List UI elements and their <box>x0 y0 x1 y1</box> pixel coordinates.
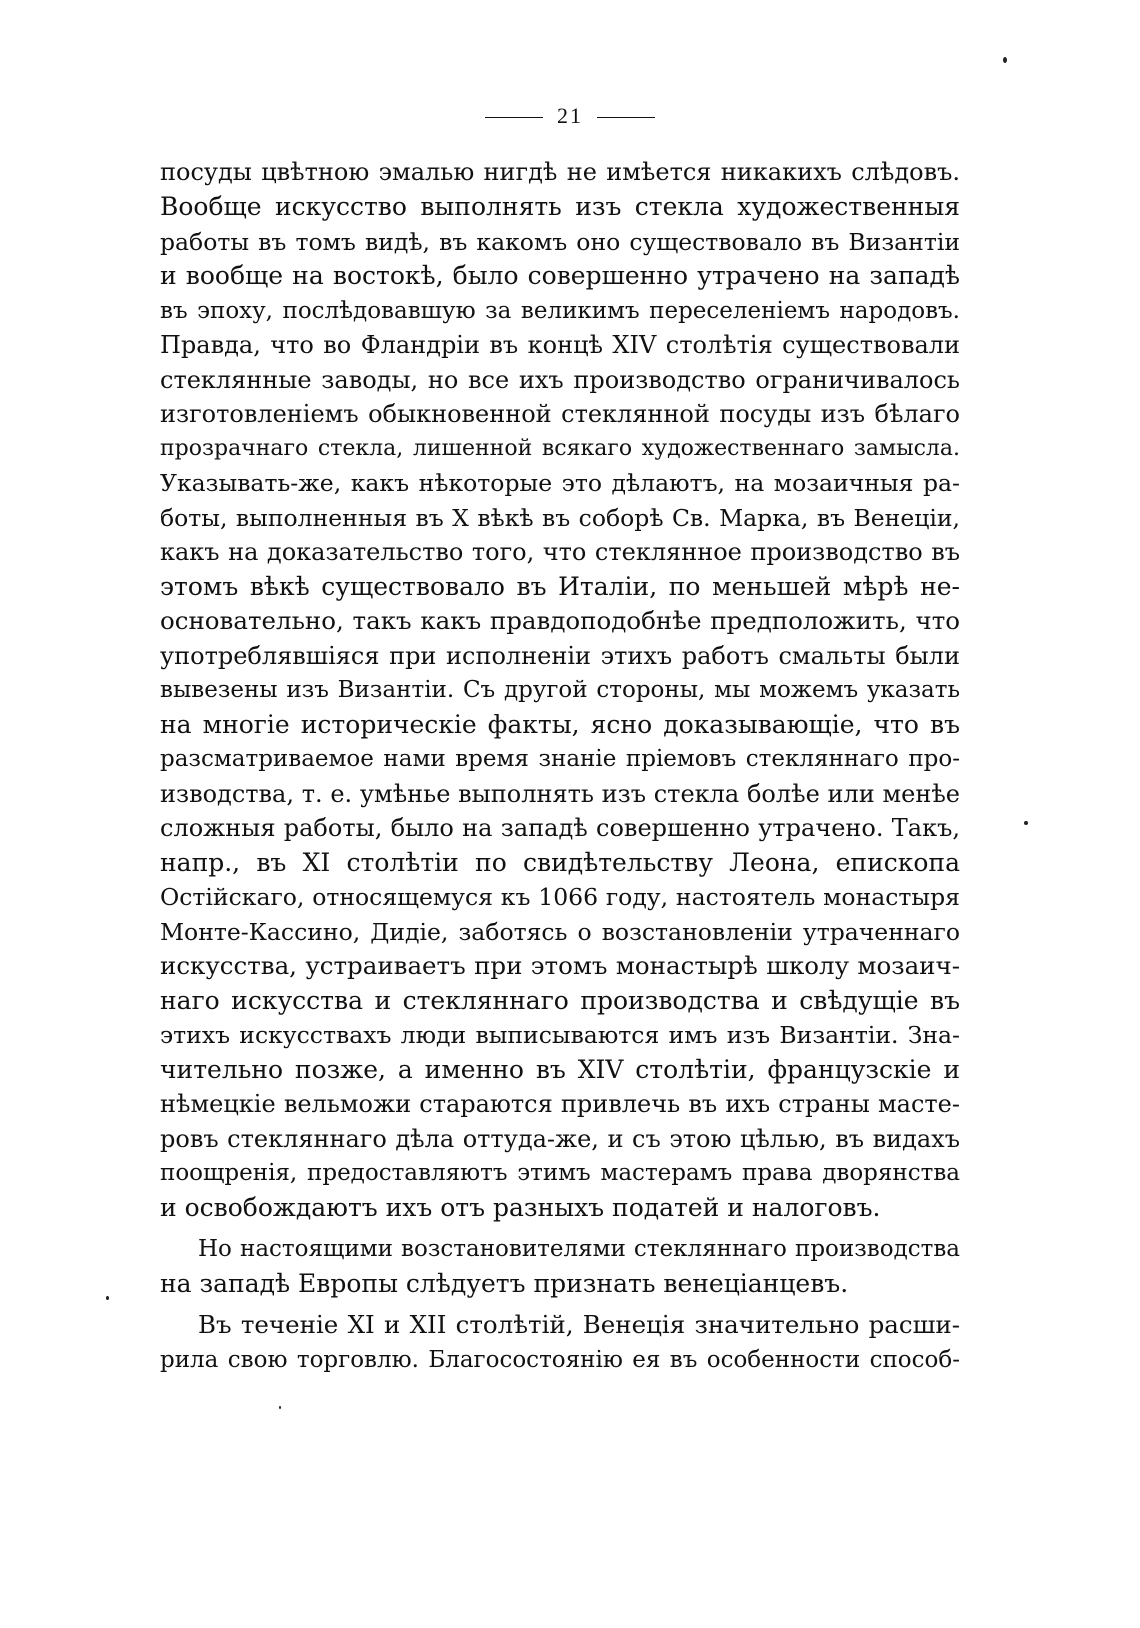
text-line: напр., въ XI столѣтіи по свидѣтельству Леона, епископа <box>160 848 960 877</box>
text-line: поощренія, предоставляютъ этимъ мастерамъ права дворянства <box>160 1160 960 1186</box>
text-line: Въ теченіе XI и XII столѣтій, Венеція значительно расши- <box>198 1310 960 1339</box>
scan-speck <box>1024 821 1028 825</box>
header-rule-right <box>597 117 655 118</box>
header-rule-left <box>485 117 543 118</box>
text-line: основательно, такъ какъ правдоподобнѣе предположить, что <box>160 606 960 635</box>
scan-speck <box>106 1296 109 1300</box>
text-line: Монте-Кассино, Дидіе, заботясь о возстановленіи утраченнаго <box>160 918 960 946</box>
text-line: на многіе историческіе факты, ясно доказывающіе, что въ <box>160 710 960 739</box>
text-line: стеклянные заводы, но все ихъ производство ограничивалось <box>160 366 960 394</box>
text-line: этомъ вѣкѣ существовало въ Италіи, по меньшей мѣрѣ не- <box>160 572 960 601</box>
text-line: чительно позже, а именно въ XIV столѣтіи, французскіе и <box>160 1055 960 1084</box>
text-line: употреблявшіяся при исполненіи этихъ работъ смальты были <box>160 642 960 670</box>
page-number: 21 <box>557 103 583 128</box>
text-line: изводства, т. е. умѣнье выполнять изъ стекла болѣе или менѣе <box>160 780 960 808</box>
text-line: сложныя работы, было на западѣ совершенно утрачено. Такъ, <box>160 814 960 842</box>
text-line: этихъ искусствахъ люди выписываются имъ изъ Византіи. Зна- <box>160 1021 960 1049</box>
text-line: рила свою торговлю. Благосостоянію ея въ особенности способ- <box>160 1347 960 1373</box>
text-line: боты, выполненныя въ X вѣкѣ въ соборѣ Св. Марка, въ Венеціи, <box>160 504 960 532</box>
text-line: и вообще на востокѣ, было совершенно утрачено на западѣ <box>160 261 960 290</box>
text-line: какъ на доказательство того, что стеклянное производство въ <box>160 538 960 566</box>
text-line: на западѣ Европы слѣдуетъ признать венеціанцевъ. <box>160 1269 849 1298</box>
scan-speck <box>279 1406 281 1409</box>
scan-speck <box>1003 57 1007 63</box>
text-line: вывезены изъ Византіи. Съ другой стороны, мы можемъ указать <box>160 677 960 703</box>
text-line: Остійскаго, относящемуся къ 1066 году, настоятель монастыря <box>160 883 960 911</box>
text-line: и освобождаютъ ихъ отъ разныхъ податей и налоговъ. <box>160 1193 881 1222</box>
text-line: Правда, что во Фландріи въ концѣ XIV столѣтія существовали <box>160 331 960 359</box>
text-line: наго искусства и стекляннаго производства и свѣдущіе въ <box>160 986 960 1015</box>
text-line: посуды цвѣтною эмалью нигдѣ не имѣется никакихъ слѣдовъ. <box>160 158 960 186</box>
text-line: нѣмецкіе вельможи стараются привлечь въ ихъ страны масте- <box>160 1090 960 1118</box>
text-line: прозрачнаго стекла, лишенной всякаго художественнаго замысла. <box>160 436 960 461</box>
text-line: ровъ стекляннаго дѣла оттуда-же, и съ этою цѣлью, въ видахъ <box>160 1125 960 1153</box>
text-line: работы въ томъ видѣ, въ какомъ оно существовало въ Византіи <box>160 228 960 256</box>
text-line: въ эпоху, послѣдовавшую за великимъ переселеніемъ народовъ. <box>160 298 960 324</box>
text-line: искусства, устраиваетъ при этомъ монастырѣ школу мозаич- <box>160 951 960 980</box>
page-header <box>0 102 1140 131</box>
text-line: Но настоящими возстановителями стекляннаго производства <box>198 1236 960 1262</box>
text-line: Вообще искусство выполнять изъ стекла художественныя <box>160 192 960 221</box>
text-line: изготовленіемъ обыкновенной стеклянной посуды изъ бѣлаго <box>160 400 960 428</box>
text-line: Указывать-же, какъ нѣкоторые это дѣлаютъ, на мозаичныя ра- <box>160 469 960 497</box>
text-line: разсматриваемое нами время знаніе пріемовъ стекляннаго про- <box>160 746 960 772</box>
